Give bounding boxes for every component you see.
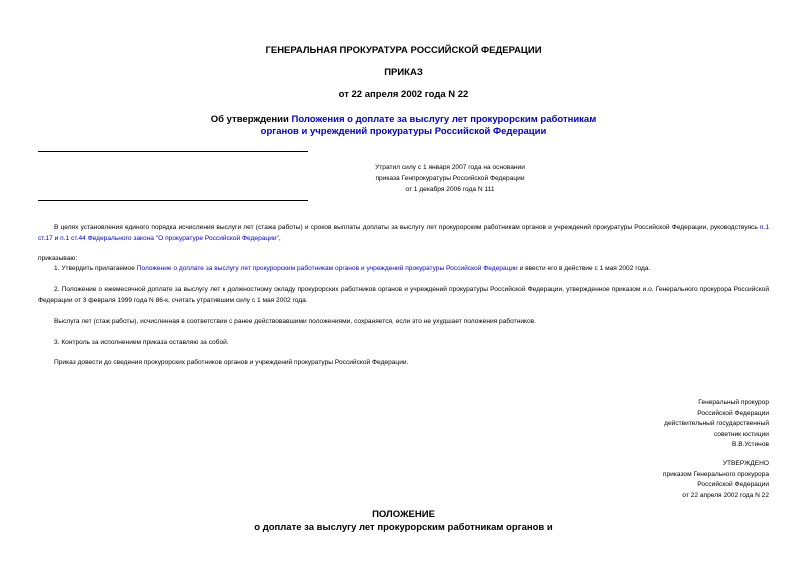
order-title	[0, 114, 807, 138]
doc-type-heading: ПРИКАЗ	[384, 67, 423, 78]
signature-block	[509, 398, 769, 451]
item-1-text-a: 1. Утвердить прилагаемое	[54, 265, 137, 272]
status-note	[300, 162, 600, 195]
approval-line1: УТВЕРЖДЕНО	[722, 460, 769, 467]
approval-line2: приказом Генерального прокурора	[662, 470, 769, 478]
law-article-17-link[interactable]: п.1 ст.17	[38, 224, 769, 242]
signature-line5: В.В.Устинов	[731, 441, 769, 448]
item-3: 3. Контроль за исполнением приказа оставляю за собой.	[54, 339, 229, 346]
signature-line4: советник юстиции	[713, 430, 769, 438]
preamble-text-c: ,	[278, 235, 281, 242]
preamble-text-b: и	[52, 235, 61, 242]
item-1	[38, 263, 769, 274]
signature-line3: действительный государственный	[664, 420, 769, 427]
status-note-line3: от 1 декабря 2006 года N 111	[405, 186, 495, 193]
agency-heading: ГЕНЕРАЛЬНАЯ ПРОКУРАТУРА РОССИЙСКОЙ ФЕДЕРАЦИИ	[265, 45, 542, 56]
regulation-link-line2[interactable]: органов и учреждений прокуратуры Российской Федерации	[260, 126, 547, 137]
doc-date-number: от 22 апреля 2002 года N 22	[338, 89, 469, 100]
distribution-paragraph: Приказ довести до сведения прокурорских работников органов и учреждений прокуратуры Российской Федерации.	[54, 359, 409, 366]
regulation-link-line1[interactable]: Положения о доплате за выслугу лет прокурорским работникам	[291, 114, 597, 125]
order-title-line1	[0, 114, 807, 126]
order-title-prefix: Об утверждении	[210, 114, 292, 125]
divider-top	[38, 151, 308, 152]
law-article-44-link[interactable]: п.1 ст.44 Федерального закона "О прокуратуре Российской Федерации"	[60, 235, 279, 242]
appendix-title: ПОЛОЖЕНИЕ	[372, 509, 435, 520]
preamble-text-a: В целях установления единого порядка исчисления выслуги лет (стажа работы) и сроков выплаты доплаты за выслугу лет прокурорским работникам органов и учреждений прокуратуры Российской Федерации, руководствуясь	[54, 224, 760, 231]
regulation-link-body[interactable]: Положение о доплате за выслугу лет прокурорским работникам органов и учреждений прокуратуры Российской Федерации	[136, 265, 518, 272]
status-note-line1: Утратил силу с 1 января 2007 года на основании	[375, 164, 525, 171]
item-1-text-b: и ввести его в действие с 1 мая 2002 года.	[517, 265, 651, 272]
service-note: Выслуга лет (стаж работы), исчисленная в соответствии с ранее действовавшими положениями, сохраняется, если это не ухудшает положения работников.	[54, 318, 536, 325]
approval-line3: Российской Федерации	[697, 481, 769, 488]
orders-label: приказываю:	[38, 255, 78, 262]
divider-bottom	[38, 200, 308, 201]
preamble-paragraph	[38, 222, 769, 244]
status-note-line2: приказа Генпрокуратуры Российской Федерации	[375, 175, 525, 182]
signature-line1: Генеральный прокурор	[698, 399, 769, 406]
signature-line2: Российской Федерации	[697, 409, 769, 417]
item-2: 2. Положение о ежемесячной доплате за выслугу лет к должностному окладу прокурорских работников органов и учреждений прокуратуры Российской Федерации, утвержденное приказом и.о. Генерального прокурора Российской Федерации от 3 февраля 1999 года N 86-к, считать утратившим силу с 1 мая 2002 года.	[38, 286, 769, 304]
approval-line4: от 22 апреля 2002 года N 22	[682, 491, 769, 499]
appendix-subtitle: о доплате за выслугу лет прокурорским работникам органов и	[254, 522, 553, 533]
approval-block	[509, 459, 769, 501]
